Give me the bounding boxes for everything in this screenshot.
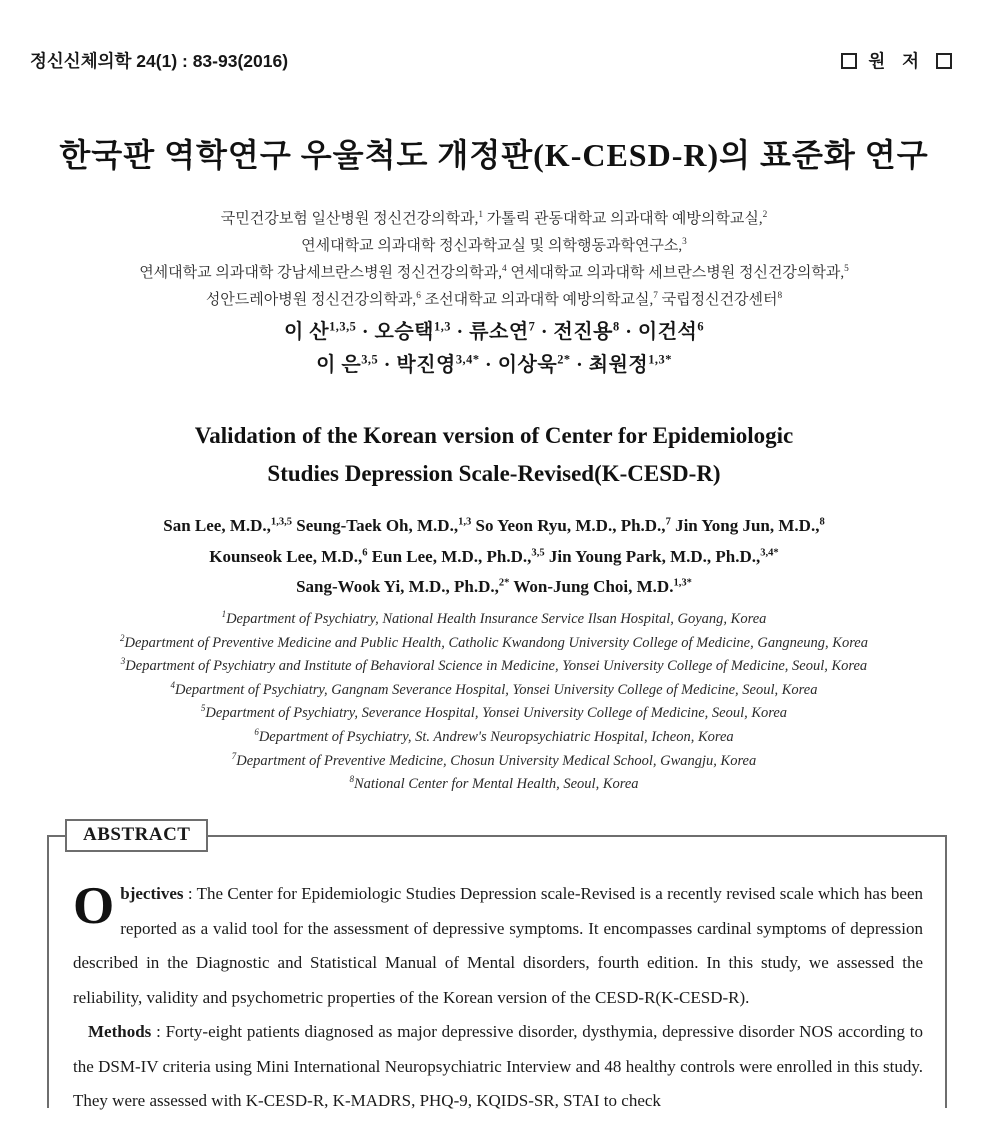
methods-label: Methods (88, 1022, 152, 1041)
affiliation-line: $^1$Department of Psychiatry, National Health Insurance Service Ilsan Hospital, Goyang, Korea (221, 609, 767, 627)
affiliation-line: 연세대학교 의과대학 정신과학교실 및 의학행동과학연구소,$^3$ (301, 237, 687, 254)
affiliation-line: $^8$National Center for Mental Health, Seoul, Korea (349, 774, 639, 793)
abstract-methods (73, 1015, 923, 1119)
english-title-line: Studies Depression Scale-Revised(K-CESD-R) (267, 461, 721, 486)
journal-header (30, 48, 952, 73)
article-type-badge (841, 48, 952, 73)
affiliation-line: $^5$Department of Psychiatry, Severance Hospital, Yonsei University College of Medicine, Seoul, Korea (200, 703, 788, 722)
english-title-line: Validation of the Korean version of Center for Epidemiologic (194, 423, 794, 448)
affiliation-line: $^7$Department of Preventive Medicine, Chosun University Medical School, Gwangju, Korea (231, 750, 757, 769)
abstract-label: ABSTRACT (65, 819, 208, 852)
korean-affiliations (0, 206, 988, 314)
affiliation-line: $^2$Department of Preventive Medicine and Public Health, Catholic Kwandong University College of Medicine, Gangneung, Korea (119, 632, 868, 651)
square-icon (936, 53, 952, 69)
affiliation-line: 국민건강보험 일산병원 정신건강의학과,$^1$ 가톨릭 관동대학교 의과대학 예방의학교실,$^2$ (220, 210, 768, 227)
author-line: Kounseok Lee, M.D.,$^6$ Eun Lee, M.D., Ph.D.,$^{3,5}$ Jin Young Park, M.D., Ph.D.,$^{3,4*}$ (209, 546, 779, 566)
korean-title: 한국판 역학연구 우울척도 개정판(K-CESD-R)의 표준화 연구 (59, 137, 929, 173)
abstract-body (49, 837, 945, 1119)
author-line: 이 산$^{1,3,5}$ · 오승택$^{1,3}$ · 류소연$^7$ · 전진용$^8$ · 이건석$^6$ (283, 319, 705, 343)
english-authors (0, 511, 988, 603)
article-type-label: 원 저 (868, 51, 925, 71)
objectives-text: : The Center for Epidemiologic Studies Depression scale-Revised is a recently revised scale which has been reported as a valid tool for the assessment of depressive symptoms. It encompasses cardinal symptoms of depression described in the Diagnostic and Statistical Manual of Mental disorders, fourth edition. In this study, we assessed the reliability, validity and psychometric properties of the Korean version of the CESD-R(K-CESD-R). (73, 884, 923, 1007)
affiliation-line: 성안드레아병원 정신건강의학과,$^6$ 조선대학교 의과대학 예방의학교실,$^7$ 국립정신건강센터$^8$ (205, 291, 783, 308)
objectives-label: bjectives (120, 884, 184, 903)
english-affiliations (0, 608, 988, 797)
abstract-box (47, 824, 947, 1110)
english-title (0, 417, 988, 493)
journal-citation: 정신신체의학 24(1) : 83-93(2016) (30, 51, 289, 71)
affiliation-line: $^4$Department of Psychiatry, Gangnam Severance Hospital, Yonsei University College of Medicine, Seoul, Korea (170, 679, 818, 698)
affiliation-line: 연세대학교 의과대학 강남세브란스병원 정신건강의학과,$^4$ 연세대학교 의과대학 세브란스병원 정신건강의학과,$^5$ (139, 264, 849, 281)
square-icon (841, 53, 857, 69)
dropcap-letter: O (73, 877, 115, 935)
author-line: 이 은$^{3,5}$ · 박진영$^{3,4*}$ · 이상욱$^{2*}$ · 최원정$^{1,3*}$ (316, 352, 672, 376)
author-line: Sang-Wook Yi, M.D., Ph.D.,$^{2*}$ Won-Jung Choi, M.D.$^{1,3*}$ (296, 577, 692, 596)
affiliation-line: $^6$Department of Psychiatry, St. Andrew's Neuropsychiatric Hospital, Icheon, Korea (254, 727, 734, 745)
author-line: San Lee, M.D.,$^{1,3,5}$ Seung-Taek Oh, M.D.,$^{1,3}$ So Yeon Ryu, M.D., Ph.D.,$^7$ Jin Yong Jun, M.D.,$^8$ (163, 516, 825, 535)
korean-authors (0, 316, 988, 382)
affiliation-line: $^3$Department of Psychiatry and Institute of Behavioral Science in Medicine, Yonsei University College of Medicine, Seoul, Korea (120, 656, 868, 675)
abstract-objectives (73, 877, 923, 1015)
methods-text: : Forty-eight patients diagnosed as major depressive disorder, dysthymia, depressive disorder NOS according to the DSM-IV criteria using Mini International Neuropsychiatric Interview and 48 healthy controls were enrolled in this study. They were assessed with K-CESD-R, K-MADRS, PHQ-9, KQIDS-SR, STAI to check (73, 1022, 923, 1110)
